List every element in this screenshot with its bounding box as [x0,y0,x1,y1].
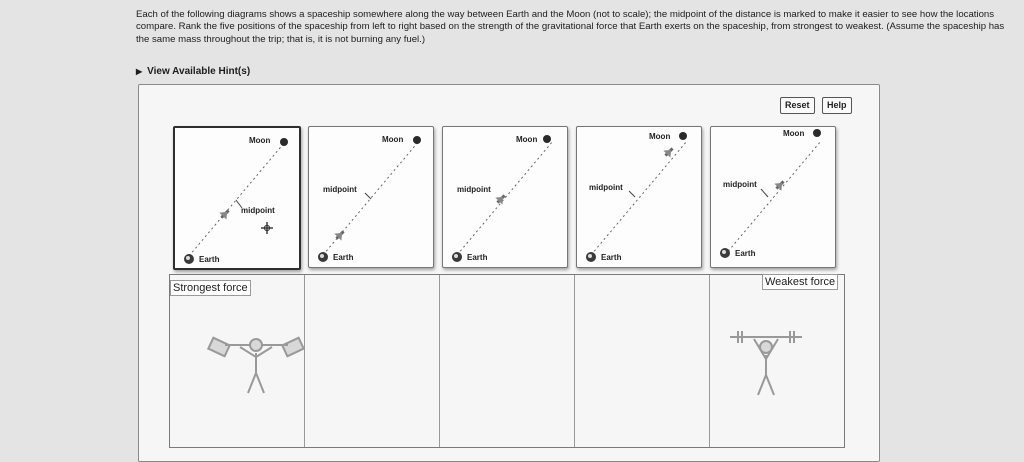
spaceship-icon [333,228,347,242]
card-2-diagram [309,127,433,267]
spaceship-icon [662,145,676,159]
rank-slot-1[interactable] [170,275,305,447]
position-card-3[interactable] [442,126,568,268]
midpoint-label: midpoint [589,183,623,192]
midpoint-label: midpoint [457,185,491,194]
help-button[interactable]: Help [822,97,852,114]
midpoint-label: midpoint [241,206,275,215]
move-cursor-icon [261,222,273,234]
moon-icon [679,132,687,140]
card-3-diagram [443,127,567,267]
ranking-drop-area [169,274,845,448]
card-4-diagram [577,127,701,267]
moon-label: Moon [382,135,404,144]
moon-label: Moon [783,129,805,138]
moon-label: Moon [516,135,538,144]
reset-button[interactable]: Reset [780,97,815,114]
earth-label: Earth [601,253,622,262]
spaceship-icon [218,207,232,221]
triangle-right-icon: ▶ [136,67,143,76]
moon-icon [543,135,551,143]
earth-label: Earth [735,249,756,258]
position-card-4[interactable] [576,126,702,268]
position-card-5[interactable] [710,126,836,268]
moon-icon [280,138,288,146]
midpoint-label: midpoint [723,180,757,189]
position-card-2[interactable] [308,126,434,268]
strong-weightlifter-icon [170,275,305,447]
position-card-1[interactable] [173,126,301,270]
rank-slot-2[interactable] [305,275,440,447]
moon-label: Moon [649,132,671,141]
card-1-diagram [175,128,299,268]
midpoint-label: midpoint [323,185,357,194]
card-5-diagram [711,127,835,267]
view-hints-label: View Available Hint(s) [147,66,251,77]
weak-weightlifter-icon [710,275,845,447]
spaceship-icon [494,192,508,206]
earth-label: Earth [467,253,488,262]
strongest-force-label: Strongest force [170,280,251,296]
moon-label: Moon [249,136,271,145]
rank-slot-5[interactable] [710,275,844,447]
earth-label: Earth [333,253,354,262]
rank-slot-4[interactable] [575,275,710,447]
rank-slot-3[interactable] [440,275,575,447]
moon-icon [413,136,421,144]
view-hints-toggle[interactable] [136,66,250,77]
instructions-text: Each of the following diagrams shows a spaceship somewhere along the way between Earth and the Moon (not to scale); the midpoint of the distance is marked to make it easier to see how the locations compare. Rank the five positions of the spaceship from left to right based on the strength of the gravitational force that Earth exerts on the spaceship, from strongest to weakest. (Assume the spaceship has the same mass throughout the trip; that is, it is not burning any fuel.) [136,9,1005,45]
moon-icon [813,129,821,137]
earth-label: Earth [199,255,220,264]
weakest-force-label: Weakest force [762,274,838,290]
